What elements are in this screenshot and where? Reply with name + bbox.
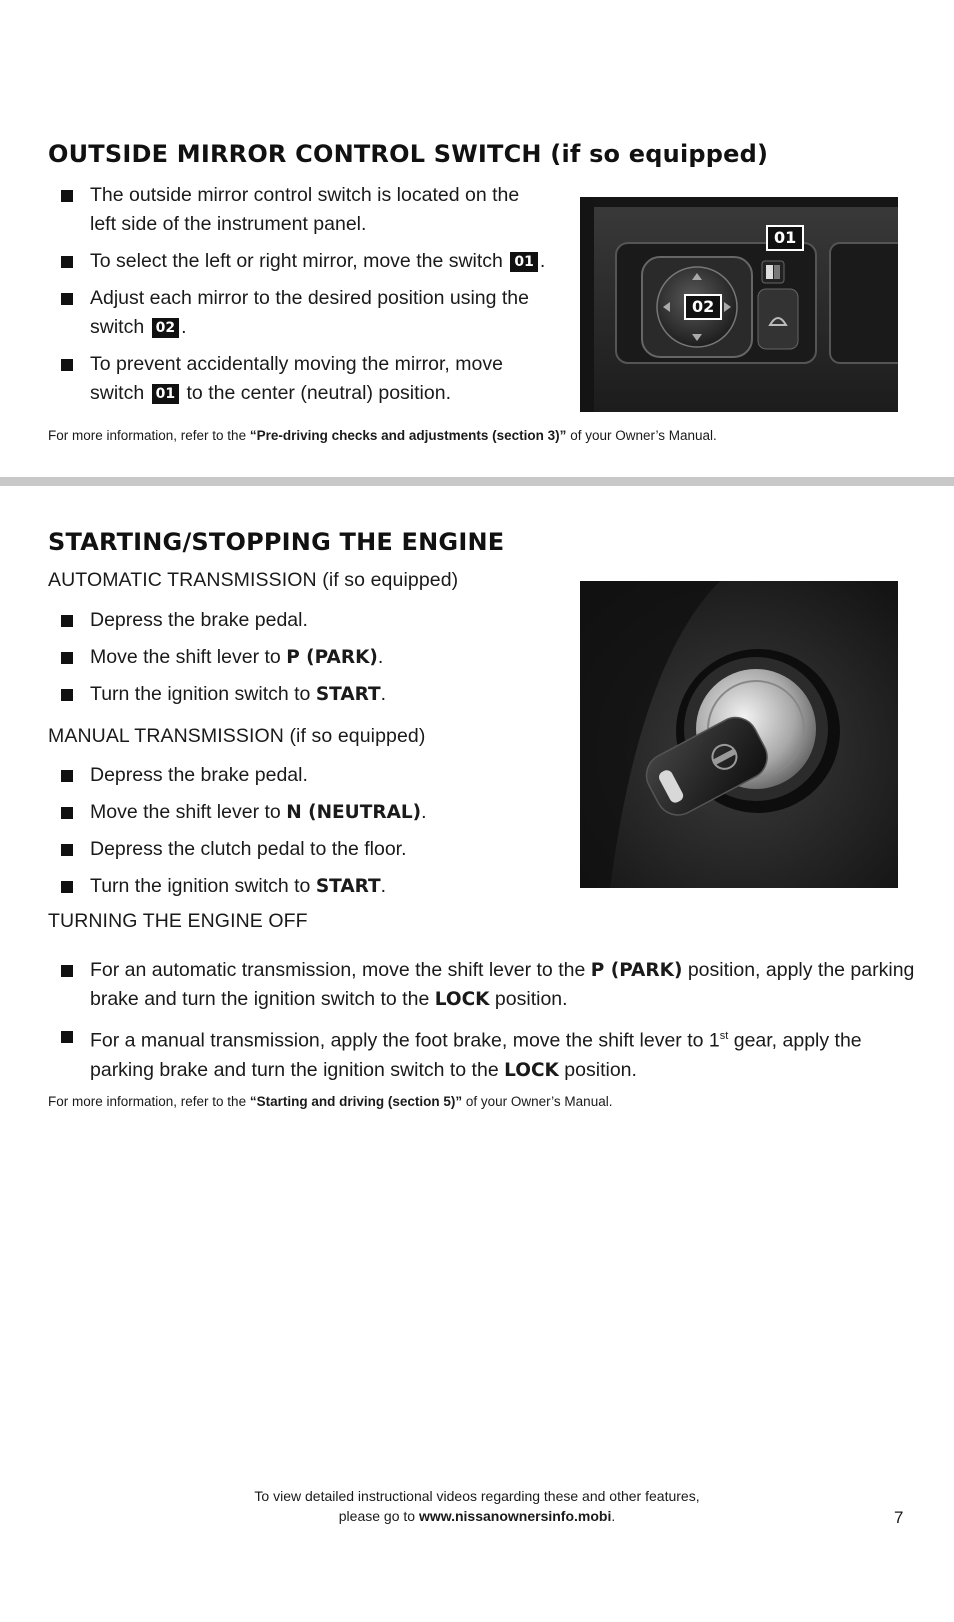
bullet-square-icon [61, 652, 73, 664]
callout-badge: 02 [152, 318, 179, 338]
bullet-text: For an automatic transmission, move the shift lever to the [90, 959, 586, 981]
list-item [48, 798, 568, 827]
mirror-bullet-list [48, 181, 568, 416]
section-divider [0, 477, 954, 486]
bullet-square-icon [61, 881, 73, 893]
bullet-text: Depress the brake pedal. [90, 609, 308, 631]
bullet-text: . [377, 646, 384, 668]
bullet-text: Turn the ignition switch to [90, 875, 311, 897]
engine-reference-note [48, 1094, 612, 1109]
keyword-text: LOCK [434, 989, 490, 1010]
page-number: 7 [894, 1508, 904, 1527]
bullet-square-icon [61, 770, 73, 782]
keyword-text: START [315, 684, 381, 705]
bullet-text: Move the shift lever to [90, 801, 281, 823]
bullet-text: position. [564, 1058, 637, 1081]
bullet-text: Turn the ignition switch to [90, 683, 311, 705]
callout-badge: 01 [510, 252, 537, 272]
manual-bullet-list [48, 761, 568, 909]
footer-link[interactable]: www.nissanownersinfo.mobi [418, 1508, 612, 1524]
ignition-key-illustration [580, 581, 898, 888]
note-text: For more information, refer to the [48, 428, 247, 443]
list-item [48, 284, 568, 342]
bullet-text: position. [494, 988, 568, 1010]
footer [0, 1486, 954, 1526]
bullet-text: Depress the clutch pedal to the floor. [90, 838, 407, 860]
note-text: of your Owner’s Manual. [465, 1094, 613, 1109]
keyword-text: P (PARK) [286, 647, 378, 668]
bullet-square-icon [61, 844, 73, 856]
list-item [48, 761, 568, 790]
automatic-bullet-list [48, 606, 568, 717]
list-item [48, 956, 928, 1014]
automatic-heading: AUTOMATIC TRANSMISSION (if so equipped) [48, 569, 459, 591]
bullet-text: . [539, 250, 546, 272]
mirror-reference-note [48, 428, 717, 443]
list-item [48, 680, 568, 709]
mirror-switch-illustration [580, 197, 898, 412]
note-reference: “Pre-driving checks and adjustments (section 3)” [249, 428, 567, 443]
bullet-square-icon [61, 190, 73, 202]
bullet-square-icon [61, 1031, 73, 1043]
bullet-text: To prevent accidentally moving the mirror, move [90, 353, 503, 375]
footer-text: please go to [338, 1508, 416, 1524]
ordinal-suffix: st [719, 1030, 729, 1042]
bullet-text: left side of the instrument panel. [90, 213, 367, 235]
footer-text: . [611, 1508, 616, 1524]
footer-line-2 [0, 1506, 954, 1526]
bullet-text: switch [90, 316, 145, 338]
callout-badge: 01 [152, 384, 179, 404]
note-text: For more information, refer to the [48, 1094, 247, 1109]
callout-02: 02 [684, 294, 722, 320]
bullet-text: The outside mirror control switch is located on the [90, 184, 520, 206]
bullet-square-icon [61, 615, 73, 627]
note-reference: “Starting and driving (section 5)” [249, 1094, 463, 1109]
bullet-text: . [380, 683, 387, 705]
footer-line-1: To view detailed instructional videos regarding these and other features, [254, 1488, 700, 1504]
list-item [48, 350, 568, 408]
turning-off-heading: TURNING THE ENGINE OFF [48, 910, 308, 932]
bullet-text: gear, apply the [733, 1029, 862, 1052]
bullet-text: . [181, 316, 187, 338]
bullet-text: Move the shift lever to [90, 646, 281, 668]
keyword-text: START [315, 876, 381, 897]
bullet-square-icon [61, 689, 73, 701]
callout-01: 01 [766, 225, 804, 251]
keyword-text: N (NEUTRAL) [286, 802, 422, 823]
bullet-text: Adjust each mirror to the desired position using the [90, 287, 529, 309]
bullet-text: . [421, 801, 427, 823]
keyword-text: LOCK [504, 1059, 559, 1081]
bullet-text: position, apply the parking [687, 959, 915, 981]
list-item [48, 1022, 928, 1085]
bullet-text: To select the left or right mirror, move the switch [90, 250, 503, 272]
bullet-text: Depress the brake pedal. [90, 764, 308, 786]
bullet-square-icon [61, 256, 73, 268]
section-title-mirror: OUTSIDE MIRROR CONTROL SWITCH (if so equipped) [48, 140, 769, 168]
list-item [48, 606, 568, 635]
ignition-key-photo [580, 581, 898, 888]
note-text: of your Owner’s Manual. [570, 428, 717, 443]
bullet-square-icon [61, 359, 73, 371]
bullet-text: . [380, 875, 387, 897]
bullet-text: switch [90, 382, 145, 404]
bullet-text: to the center (neutral) position. [186, 382, 451, 404]
list-item [48, 181, 568, 239]
bullet-text: brake and turn the ignition switch to the [90, 988, 430, 1010]
section-title-engine: STARTING/STOPPING THE ENGINE [48, 528, 505, 556]
turning-off-bullet-list [48, 956, 928, 1093]
mirror-switch-photo [580, 197, 898, 412]
bullet-square-icon [61, 293, 73, 305]
bullet-square-icon [61, 965, 73, 977]
list-item [48, 872, 568, 901]
keyword-text: P (PARK) [590, 960, 683, 981]
bullet-square-icon [61, 807, 73, 819]
list-item [48, 247, 568, 276]
list-item [48, 643, 568, 672]
bullet-text: parking brake and turn the ignition switch to the [90, 1058, 499, 1081]
bullet-text: For a manual transmission, apply the foot brake, move the shift lever to 1 [90, 1029, 720, 1052]
list-item [48, 835, 568, 864]
manual-heading: MANUAL TRANSMISSION (if so equipped) [48, 725, 426, 747]
